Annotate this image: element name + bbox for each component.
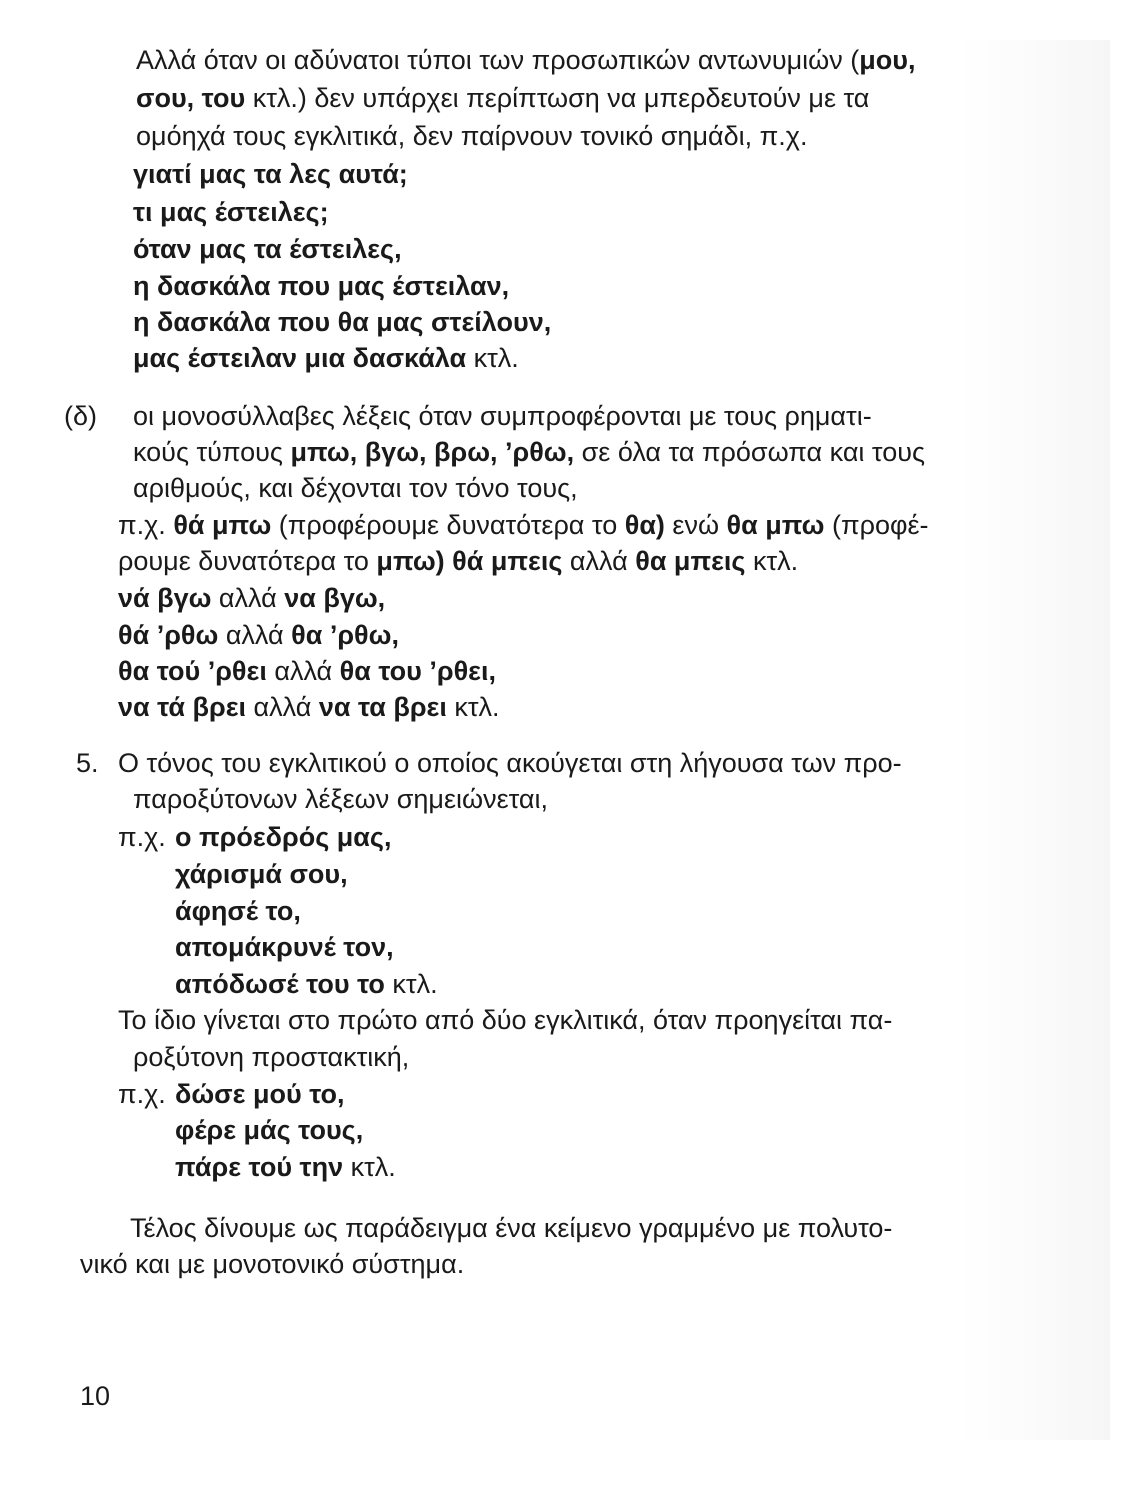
paragraph-line: αριθμούς, και δέχονται τον τόνο τους,: [133, 473, 578, 503]
paragraph-line: π.χ. θά μπω (προφέρουμε δυνατότερα το θα) ενώ θα μπω (προφέ-: [118, 510, 929, 540]
show-through-shading: [960, 40, 1110, 1440]
section-number: 5.: [76, 748, 99, 778]
paragraph-line: ροξύτονη προστακτική,: [133, 1042, 410, 1072]
paragraph-line: οι μονοσύλλαβες λέξεις όταν συμπροφέρονται με τους ρηματι-: [133, 401, 872, 431]
paragraph-line: ομόηχά τους εγκλιτικά, δεν παίρνουν τονικό σημάδι, π.χ.: [136, 121, 808, 151]
example-line: φέρε μάς τους,: [175, 1115, 364, 1145]
section-label: (δ): [64, 401, 98, 431]
example-line: απόδωσέ του το κτλ.: [175, 969, 438, 999]
paragraph-line: Ο τόνος του εγκλιτικού ο οποίος ακούγεται στη λήγουσα των προ-: [118, 748, 902, 778]
example-line: μας έστειλαν μια δασκάλα κτλ.: [133, 343, 519, 373]
example-line: απομάκρυνέ τον,: [175, 932, 394, 962]
paragraph-line: Αλλά όταν οι αδύνατοι τύποι των προσωπικών αντωνυμιών (μου,: [136, 45, 916, 75]
example-line: ο πρόεδρός μας,: [175, 822, 392, 852]
paragraph-line: ρουμε δυνατότερα το μπω) θά μπεις αλλά θα μπεις κτλ.: [118, 546, 799, 576]
example-line: πάρε τού την κτλ.: [175, 1152, 396, 1182]
example-prefix: π.χ.: [118, 1079, 166, 1109]
example-line: τι μας έστειλες;: [133, 197, 329, 227]
example-line: νά βγω αλλά να βγω,: [118, 583, 386, 613]
example-line: άφησέ το,: [175, 896, 301, 926]
example-line: δώσε μού το,: [175, 1079, 345, 1109]
example-prefix: π.χ.: [118, 822, 166, 852]
paragraph-line: Το ίδιο γίνεται στο πρώτο από δύο εγκλιτικά, όταν προηγείται πα-: [118, 1005, 893, 1035]
paragraph-line: Τέλος δίνουμε ως παράδειγμα ένα κείμενο γραμμένο με πολυτο-: [130, 1213, 893, 1243]
paragraph-line: παροξύτονων λέξεων σημειώνεται,: [133, 784, 548, 814]
example-line: όταν μας τα έστειλες,: [133, 234, 402, 264]
example-line: η δασκάλα που θα μας στείλουν,: [133, 307, 552, 337]
example-line: η δασκάλα που μας έστειλαν,: [133, 271, 510, 301]
paragraph-line: κούς τύπους μπω, βγω, βρω, ’ρθω, σε όλα τα πρόσωπα και τους: [133, 437, 926, 467]
example-line: θα τού ’ρθει αλλά θα του ’ρθει,: [118, 656, 496, 686]
page-number: 10: [80, 1381, 111, 1411]
example-line: γιατί μας τα λες αυτά;: [133, 159, 408, 189]
example-line: θά ’ρθω αλλά θα ’ρθω,: [118, 620, 399, 650]
example-line: να τά βρει αλλά να τα βρει κτλ.: [118, 692, 500, 722]
paragraph-line: σου, του κτλ.) δεν υπάρχει περίπτωση να μπερδευτούν με τα: [136, 83, 870, 113]
paragraph-line: νικό και με μονοτονικό σύστημα.: [80, 1249, 465, 1279]
example-line: χάρισμά σου,: [175, 859, 348, 889]
